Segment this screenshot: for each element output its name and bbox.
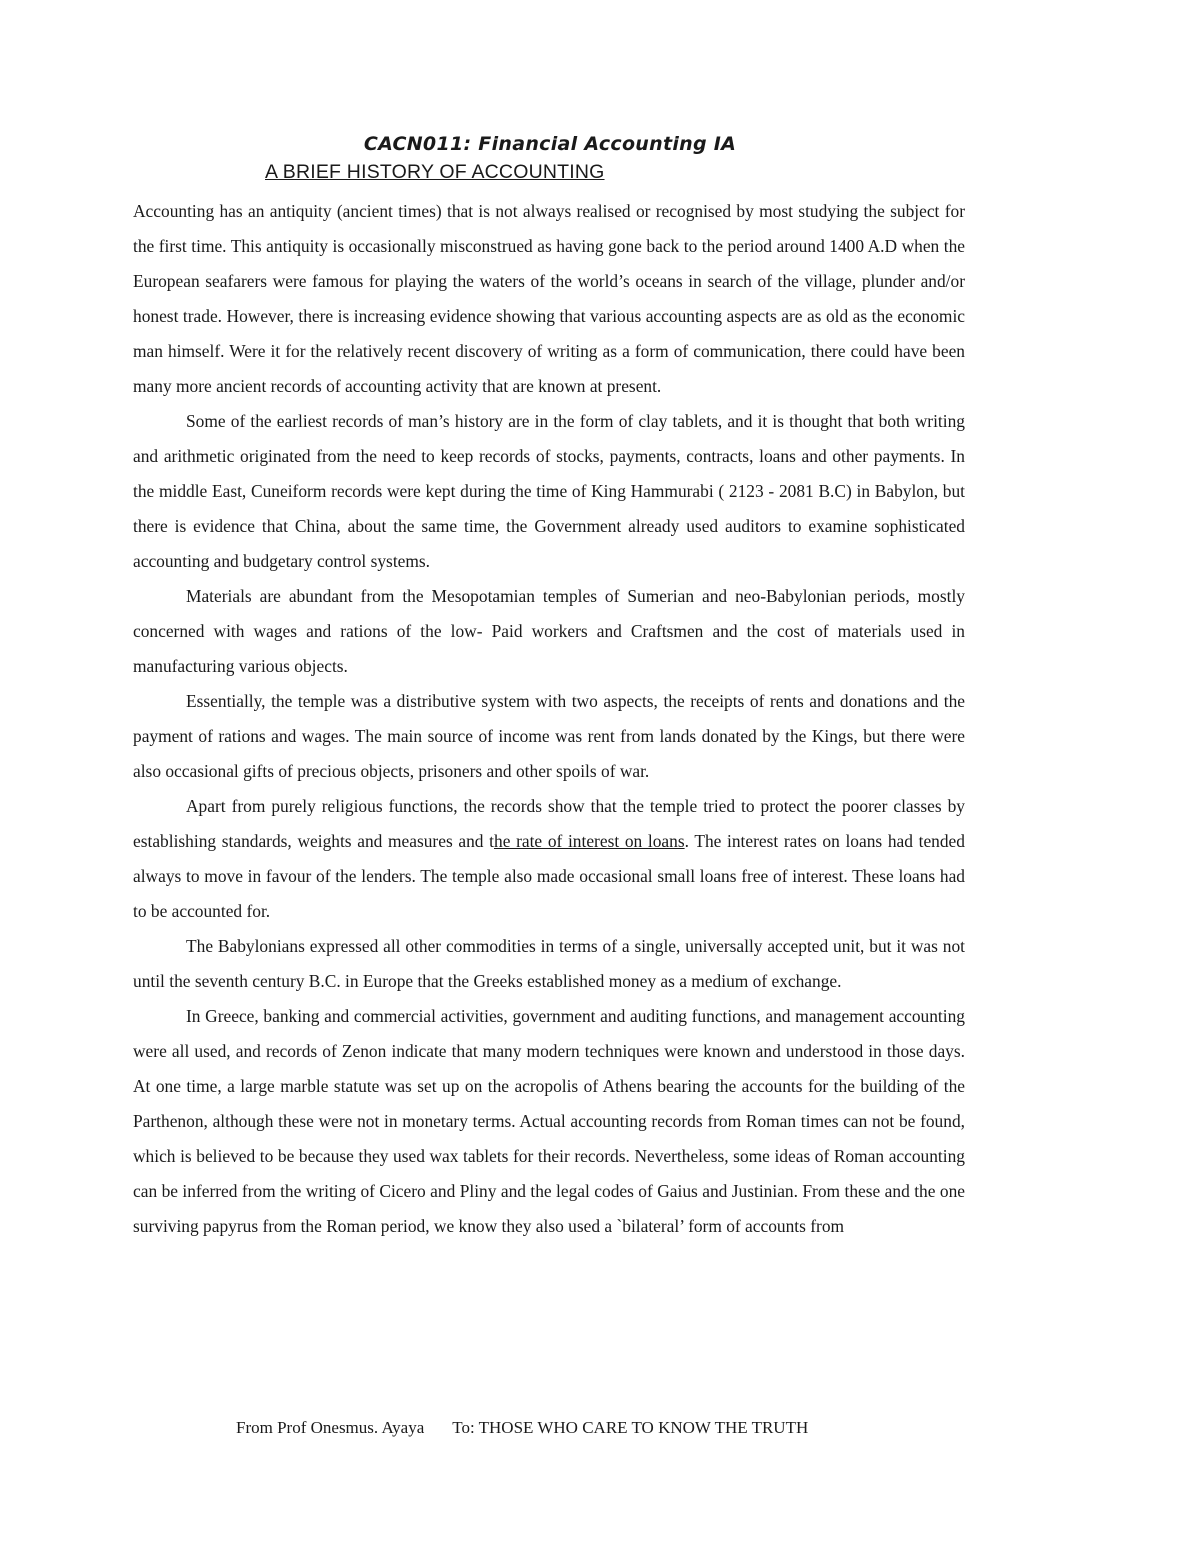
paragraph-6: The Babylonians expressed all other commodities in terms of a single, universally accepted unit, but it was not until the seventh century B.C. in Europe that the Greeks established money as a medium of exchange. <box>133 936 965 991</box>
paragraph-3: Materials are abundant from the Mesopotamian temples of Sumerian and neo-Babylonian periods, mostly concerned with wages and rations of the low- Paid workers and Craftsmen and the cost of materials used in manufacturing various objects. <box>133 586 965 676</box>
course-title: CACN011: Financial Accounting IA <box>363 133 737 155</box>
paragraph-5-text-start: Apart from purely religious functions, the records show that the temple tried to protect the poorer classes by establishing standards, weights and measures and t <box>133 796 965 851</box>
paragraph-7: In Greece, banking and commercial activities, government and auditing functions, and management accounting were all used, and records of Zenon indicate that many modern techniques were known and understood in those days. At one time, a large marble statute was set up on the acropolis of Athens bearing the accounts for the building of the Parthenon, although these were not in monetary terms. Actual accounting records from Roman times can not be found, which is believed to be because they used wax tablets for their records. Nevertheless, some ideas of Roman accounting can be inferred from the writing of Cicero and Pliny and the legal codes of Gaius and Justinian. From these and the one surviving papyrus from the Roman period, we know they also used a `bilateral’ form of accounts from <box>133 1006 965 1236</box>
underlined-phrase: he rate of interest on loans <box>494 831 685 851</box>
paragraph-1: Accounting has an antiquity (ancient times) that is not always realised or recognised by most studying the subject for the first time. This antiquity is occasionally misconstrued as having gone back to the period around 1400 A.D when the European seafarers were famous for playing the waters of the world’s oceans in search of the village, plunder and/or honest trade. However, there is increasing evidence showing that various accounting aspects are as old as the economic man himself. Were it for the relatively recent discovery of writing as a form of communication, there could have been many more ancient records of accounting activity that are known at present. <box>133 201 965 396</box>
footer-author: From Prof Onesmus. Ayaya <box>236 1418 425 1437</box>
paragraph-5-text-end: . The interest rates on loans had tended always to move in favour of the lenders. The temple also made occasional small loans free of interest. These loans had to be accounted for. <box>133 831 965 921</box>
paragraph-2: Some of the earliest records of man’s history are in the form of clay tablets, and it is thought that both writing and arithmetic originated from the need to keep records of stocks, payments, contracts, loans and other payments. In the middle East, Cuneiform records were kept during the time of King Hammurabi ( 2123 - 2081 B.C) in Babylon, but there is evidence that China, about the same time, the Government already used auditors to examine sophisticated accounting and budgetary control systems. <box>133 411 965 571</box>
document-title: A BRIEF HISTORY OF ACCOUNTING <box>265 161 605 183</box>
paragraph-5 <box>133 789 965 929</box>
paragraph-4: Essentially, the temple was a distributive system with two aspects, the receipts of rents and donations and the payment of rations and wages. The main source of income was rent from lands donated by the Kings, but there were also occasional gifts of precious objects, prisoners and other spoils of war. <box>133 691 965 781</box>
document-body <box>133 194 965 1244</box>
footer-audience: To: THOSE WHO CARE TO KNOW THE TRUTH <box>452 1418 809 1437</box>
page-footer <box>236 1418 808 1438</box>
